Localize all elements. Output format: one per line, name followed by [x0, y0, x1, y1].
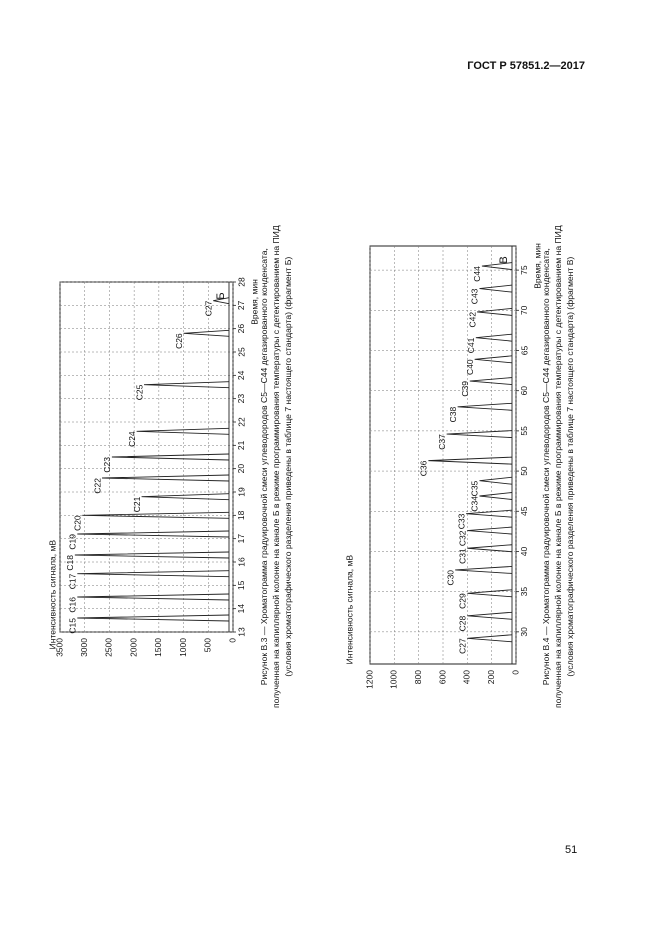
intensity-axis-label: Интенсивность сигнала, мВ [344, 555, 355, 665]
peak-c36 [428, 457, 512, 464]
peak-c42 [477, 308, 512, 315]
time-tick-label: 26 [236, 323, 247, 334]
time-tick-label: 55 [519, 426, 530, 436]
peak-label-c31: C31 [457, 548, 468, 564]
time-tick-label: 18 [236, 510, 247, 521]
peak-c37 [447, 431, 512, 438]
peak-label-c29: C29 [457, 593, 468, 609]
peak-label-c37: C37 [436, 434, 447, 450]
peak-label-c32: C32 [457, 530, 468, 547]
peak-label-c15: C15 [67, 618, 78, 634]
intensity-tick-label: 1200 [364, 670, 375, 689]
intensity-tick-label: 600 [437, 670, 448, 685]
intensity-tick-label: 500 [202, 638, 213, 653]
intensity-tick-label: 3500 [54, 638, 65, 657]
peak-c35 [480, 477, 513, 484]
peak-c40 [475, 356, 512, 363]
peak-c27 [467, 635, 512, 642]
time-tick-label: 21 [236, 440, 247, 451]
intensity-tick-label: 2500 [103, 638, 114, 657]
time-tick-label: 50 [519, 466, 530, 476]
time-tick-label: 70 [519, 305, 530, 316]
time-tick-label: 28 [236, 277, 247, 287]
document-header: ГОСТ Р 57851.2—2017 [467, 60, 585, 72]
peak-c32 [467, 527, 512, 534]
peak-label-c20: C20 [72, 515, 83, 531]
time-tick-label: 19 [236, 487, 247, 497]
peak-label-c36: C36 [418, 460, 429, 477]
time-tick-label: 25 [236, 347, 247, 357]
time-tick-label: 27 [236, 300, 247, 311]
panel-letter: Б [214, 292, 227, 300]
caption-line: полученная на капиллярной колонке на канале Б в режиме программирования температуры с детектированием на ПИД [553, 225, 563, 708]
time-tick-label: 23 [236, 393, 247, 404]
time-tick-label: 45 [519, 506, 530, 517]
caption-line: полученная на капиллярной колонке на канале Б в режиме программирования температуры с детектированием на ПИД [271, 225, 281, 708]
peak-c34 [480, 492, 513, 499]
peak-label-c43: C43 [469, 288, 480, 305]
peak-label-c30: C30 [445, 569, 456, 586]
intensity-tick-label: 800 [412, 670, 423, 685]
peak-label-c26: C26 [173, 333, 184, 349]
intensity-tick-label: 0 [510, 670, 521, 675]
peak-label-c40: C40 [464, 359, 475, 375]
peak-label-c27: C27 [203, 300, 214, 317]
peak-c28 [467, 612, 512, 619]
time-tick-label: 14 [236, 603, 247, 614]
peak-label-c34: C34 [469, 495, 480, 512]
time-tick-label: 60 [519, 385, 530, 396]
peak-label-c21: C21 [131, 496, 142, 513]
time-tick-label: 20 [236, 463, 247, 474]
intensity-tick-label: 0 [227, 638, 238, 643]
peak-label-c35: C35 [469, 480, 480, 497]
caption-line: Рисунок В.3 — Хроматограмма градуировочной смеси углеводородов С5—С44 дегазированного конденсата, [259, 248, 269, 686]
figure-b3-caption [258, 225, 294, 708]
time-tick-label: 16 [236, 557, 247, 567]
peak-label-c17: C17 [67, 573, 78, 590]
time-tick-label: 22 [236, 417, 247, 427]
peak-c43 [480, 285, 513, 292]
peak-label-c24: C24 [126, 431, 137, 447]
peak-c30 [455, 566, 512, 573]
figure-b4-caption [540, 225, 576, 708]
intensity-tick-label: 400 [461, 670, 472, 685]
peak-label-c19: C19 [67, 534, 78, 550]
peak-label-c44: C44 [472, 266, 483, 282]
peak-label-c27: C27 [457, 638, 468, 654]
page-number: 51 [565, 844, 578, 856]
peak-label-c33: C33 [456, 513, 467, 530]
peak-c39 [470, 378, 512, 385]
time-tick-label: 24 [236, 370, 247, 381]
peak-label-c28: C28 [457, 615, 468, 632]
peak-label-c38: C38 [447, 406, 458, 423]
intensity-tick-label: 1000 [388, 670, 399, 689]
time-tick-label: 75 [519, 265, 530, 275]
time-tick-label: 17 [236, 533, 247, 544]
time-axis-label: Время, мин [249, 279, 260, 325]
time-tick-label: 65 [519, 345, 530, 356]
peak-c29 [467, 590, 512, 597]
time-tick-label: 13 [236, 627, 247, 637]
intensity-tick-label: 1000 [177, 638, 188, 657]
time-axis-label: Время, мин [532, 243, 543, 289]
peak-label-c22: C22 [92, 478, 103, 494]
time-tick-label: 15 [236, 580, 247, 591]
time-tick-label: 30 [519, 627, 530, 637]
caption-line: (условия хроматографического разделения приведены в таблице 7 настоящего стандарта) (фрагмент В) [565, 256, 575, 677]
caption-line: Рисунок В.4 — Хроматограмма градуировочной смеси углеводородов С5—С44 дегазированного конденсата, [541, 248, 551, 686]
intensity-tick-label: 200 [485, 670, 496, 685]
peak-label-c42: C42 [467, 311, 478, 328]
peak-label-c16: C16 [67, 597, 78, 613]
time-tick-label: 40 [519, 546, 530, 557]
peak-label-c25: C25 [134, 384, 145, 401]
time-tick-label: 35 [519, 586, 530, 597]
peak-c31 [467, 545, 512, 552]
panel-letter: В [497, 256, 510, 264]
intensity-tick-label: 2000 [128, 638, 139, 657]
caption-line: (условия хроматографического разделения приведены в таблице 7 настоящего стандарта) (фрагмент Б) [283, 256, 293, 677]
peak-label-c23: C23 [102, 457, 113, 473]
peak-label-c39: C39 [460, 381, 471, 397]
intensity-tick-label: 1500 [153, 638, 164, 657]
peak-label-c18: C18 [65, 555, 76, 571]
intensity-tick-label: 3000 [78, 638, 89, 657]
peak-label-c41: C41 [466, 337, 477, 354]
peak-c41 [476, 334, 512, 341]
peak-c38 [458, 403, 512, 410]
intensity-axis-label: Интенсивность сигнала, мВ [47, 540, 58, 650]
